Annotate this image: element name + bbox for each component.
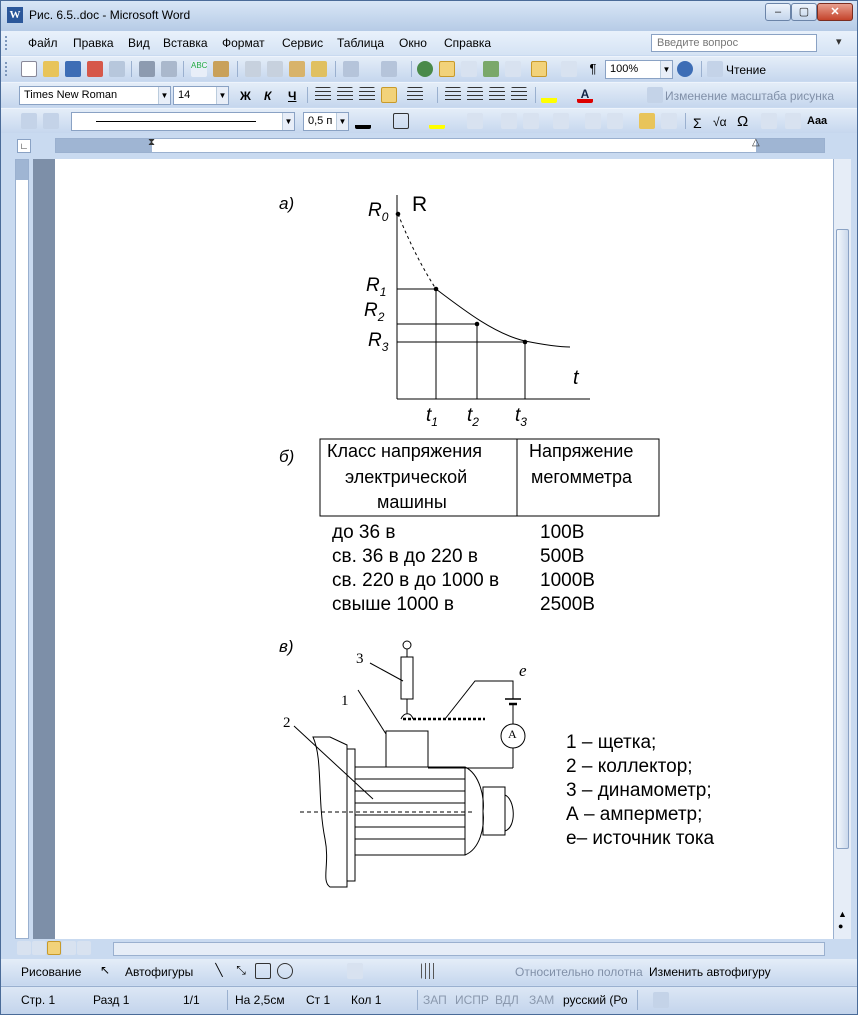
row-class-4: свыше 1000 в [332, 594, 454, 615]
indent-marker[interactable]: ⧗ [148, 137, 156, 148]
row-volt-1: 100В [540, 522, 585, 543]
merge-cells-icon[interactable] [501, 113, 517, 129]
web-view-icon[interactable] [32, 941, 46, 955]
email-icon[interactable] [109, 61, 125, 77]
fill-color-icon[interactable] [429, 113, 445, 129]
right-indent-marker[interactable]: △ [752, 137, 760, 148]
help-icon[interactable] [677, 61, 693, 77]
menu-view[interactable]: Вид [128, 36, 150, 50]
highlight-icon[interactable] [541, 87, 557, 103]
paste-icon[interactable] [289, 61, 305, 77]
legend-2: 2 – коллектор; [566, 756, 693, 777]
ammeter-label: A [508, 727, 517, 741]
status-line: Ст 1 [306, 993, 331, 1007]
line-style-preview [96, 121, 256, 122]
leader-2 [294, 726, 373, 799]
r0-text: $R_0$ [368, 200, 389, 224]
ruler-margin-left [56, 139, 152, 152]
outline-view-icon[interactable] [62, 941, 76, 955]
align-left-icon[interactable] [315, 87, 331, 103]
source-label: e [519, 661, 527, 680]
toolbar-grip[interactable] [5, 36, 9, 50]
motor-flange [347, 749, 355, 881]
line-width-select[interactable] [303, 112, 349, 131]
chevron-down-icon[interactable]: ▼ [336, 113, 348, 130]
bullets-icon[interactable] [467, 87, 483, 103]
insert-table-icon[interactable] [467, 113, 483, 129]
reading-icon[interactable] [707, 61, 723, 77]
resize-picture-icon[interactable] [647, 87, 663, 103]
table-header-col1-line1: Класс напряжения [327, 441, 483, 461]
dynamometer-ring [403, 641, 411, 649]
x-axis-label: t [573, 367, 579, 389]
format-painter-icon[interactable] [311, 61, 327, 77]
font-case-icon[interactable]: Aaa [807, 115, 828, 127]
autoshapes-button[interactable]: Автофигуры [125, 965, 194, 979]
drawing-toolbar [1, 959, 857, 985]
borders-icon[interactable] [393, 113, 409, 129]
status-trk[interactable]: ИСПР [455, 993, 489, 1007]
collector-body [355, 767, 465, 855]
status-at: На 2,5см [235, 993, 285, 1007]
bold-button[interactable]: Ж [240, 89, 251, 103]
row-volt-2: 500В [540, 546, 585, 567]
r3-label: $R_3$ [368, 330, 389, 354]
legend-1: 1 – щетка; [566, 732, 657, 753]
row-class-3: св. 220 в до 1000 в [332, 570, 500, 591]
chevron-down-icon[interactable]: ▼ [660, 61, 672, 78]
insert-table-icon[interactable] [461, 61, 477, 77]
permission-icon[interactable] [87, 61, 103, 77]
document-map-icon[interactable] [561, 61, 577, 77]
menu-tools[interactable]: Сервис [282, 36, 324, 50]
row-volt-4: 2500В [540, 594, 595, 615]
line-tool-icon[interactable]: ╲ [215, 963, 223, 977]
menu-bar [1, 31, 857, 55]
word-doc-icon[interactable]: W [7, 7, 23, 23]
distribute-cols-icon[interactable] [607, 113, 623, 129]
font-name-value: Times New Roman [24, 89, 118, 101]
document-page[interactable] [55, 159, 833, 939]
reading-view-icon[interactable] [77, 941, 91, 955]
separator [535, 87, 536, 103]
line-width-value: 0,5 п [308, 115, 333, 127]
status-col: Кол 1 [351, 993, 382, 1007]
collector-ribs [355, 779, 465, 839]
toolbar-grip[interactable] [5, 62, 9, 76]
separator [307, 87, 308, 103]
draw-menu-button[interactable]: Рисование [21, 965, 82, 979]
save-icon[interactable] [65, 61, 81, 77]
menu-edit[interactable]: Правка [73, 36, 114, 50]
line-spacing-icon[interactable] [407, 87, 423, 103]
columns-icon[interactable] [505, 61, 521, 77]
ruler-margin-right [756, 139, 824, 152]
r0-point [396, 212, 401, 217]
align-center-icon[interactable] [337, 87, 353, 103]
leader-1 [358, 690, 386, 734]
split-cells-icon[interactable] [523, 113, 539, 129]
source-wire [445, 681, 513, 719]
table-header-col1-line3: машины [377, 492, 447, 512]
italic-button[interactable]: К [264, 89, 272, 103]
text-direction-icon[interactable] [661, 113, 677, 129]
font-color-icon[interactable]: A [577, 87, 593, 103]
sort-icon[interactable] [785, 113, 801, 129]
select-objects-icon[interactable]: ↖ [99, 963, 111, 977]
vertical-ruler[interactable] [15, 159, 29, 939]
menu-help[interactable]: Справка [444, 36, 492, 50]
legend-4: А – амперметр; [566, 804, 703, 825]
t1-label: $t_1$ [426, 405, 438, 429]
zoom-value: 100% [610, 63, 639, 75]
r2-point [475, 322, 480, 327]
shaft-end [505, 795, 513, 831]
window-title: Рис. 6.5..doc - Microsoft Word [29, 8, 191, 22]
hook-curve [401, 714, 413, 719]
normal-view-icon[interactable] [17, 941, 31, 955]
scroll-thumb[interactable] [836, 229, 849, 849]
spelling-icon[interactable]: ABC [191, 61, 207, 77]
menu-format[interactable]: Формат [222, 36, 265, 50]
table-header-col2-line2: мегомметра [531, 467, 632, 487]
doc-close-icon[interactable]: ▾ [836, 36, 842, 48]
distribute-rows-icon[interactable] [585, 113, 601, 129]
status-page: Стр. 1 [21, 993, 56, 1007]
table-header-col1-line2: электрической [345, 467, 468, 487]
part-b-label: б) [279, 447, 295, 466]
line-toolbar [1, 108, 857, 133]
legend-3: 3 – динамометр; [566, 780, 712, 801]
autosum-icon[interactable]: Σ [693, 115, 702, 131]
status-separator [417, 990, 418, 1010]
new-doc-icon[interactable] [21, 61, 37, 77]
status-rec[interactable]: ЗАП [423, 993, 447, 1007]
row-class-2: св. 36 в до 220 в [332, 546, 478, 567]
redo-icon[interactable] [381, 61, 397, 77]
status-section: Разд 1 [93, 993, 130, 1007]
r2-label: $R_2$ [364, 300, 385, 324]
brush-block [386, 731, 428, 767]
increase-indent-icon[interactable] [511, 87, 527, 103]
canvas-icon[interactable] [347, 963, 363, 979]
t2-label: $t_2$ [467, 405, 479, 429]
t3-label: $t_3$ [515, 405, 527, 429]
equation-icon[interactable]: √α [713, 115, 727, 129]
prev-page-icon[interactable]: ▲ [838, 909, 847, 919]
hyperlink-icon[interactable] [417, 61, 433, 77]
view-buttons-row [1, 939, 857, 959]
part-a-label: а) [279, 194, 295, 213]
chevron-down-icon[interactable]: ▼ [158, 87, 170, 104]
document-area[interactable] [33, 159, 833, 939]
row-volt-3: 1000В [540, 570, 595, 591]
label-2: 2 [283, 715, 291, 731]
print-preview-icon[interactable] [161, 61, 177, 77]
undo-icon[interactable] [343, 61, 359, 77]
title-bar [1, 1, 857, 31]
separator [701, 61, 702, 77]
separator [335, 61, 336, 77]
legend-5: е– источник тока [566, 828, 715, 849]
close-button[interactable]: ✕ [817, 3, 853, 21]
zoom-select[interactable] [605, 60, 673, 79]
dynamometer-body [401, 657, 413, 699]
separator [183, 61, 184, 77]
status-language: русский (Ро [563, 993, 628, 1007]
spelling-status-icon[interactable] [653, 992, 669, 1008]
chevron-down-icon[interactable]: ▼ [282, 113, 294, 130]
status-bar [1, 986, 857, 1014]
menu-table[interactable]: Таблица [337, 36, 385, 50]
decay-curve [436, 289, 570, 347]
arrow-tool-icon[interactable]: ⤡ [236, 963, 246, 977]
vertical-scrollbar[interactable] [833, 159, 851, 939]
table-header-col2-line1: Напряжение [529, 441, 634, 461]
menu-window[interactable]: Окно [399, 36, 427, 50]
label-3: 3 [356, 651, 364, 667]
font-size-select[interactable] [173, 86, 229, 105]
underline-button[interactable]: Ч [288, 89, 297, 103]
print-layout-icon[interactable] [47, 941, 61, 955]
drawing-icon[interactable] [531, 61, 547, 77]
font-name-select[interactable] [19, 86, 171, 105]
standard-toolbar [1, 56, 857, 81]
menu-file[interactable]: Файл [28, 36, 58, 50]
status-ovr[interactable]: ЗАМ [529, 993, 555, 1007]
tab-selector-icon[interactable]: ∟ [17, 139, 31, 153]
print-icon[interactable] [139, 61, 155, 77]
autoformat-table-icon[interactable] [639, 113, 655, 129]
horizontal-scrollbar[interactable] [113, 942, 825, 956]
line-style-select[interactable] [71, 112, 295, 131]
label-1: 1 [341, 693, 349, 709]
reading-mode-button[interactable]: Чтение [726, 63, 767, 77]
numbering-icon[interactable] [445, 87, 461, 103]
chevron-down-icon[interactable]: ▼ [216, 87, 228, 104]
r1-label: $R_1$ [366, 275, 387, 299]
cut-icon[interactable] [245, 61, 261, 77]
r1-point [434, 287, 439, 292]
horizontal-ruler[interactable] [55, 138, 825, 153]
eraser-icon[interactable] [761, 113, 777, 129]
ruler-margin-top [16, 160, 28, 180]
select-browse-icon[interactable]: ● [838, 921, 844, 931]
format-object-icon[interactable] [43, 113, 59, 129]
copy-icon[interactable] [267, 61, 283, 77]
grid-icon[interactable] [421, 963, 437, 979]
line-color-icon[interactable] [355, 113, 371, 129]
separator [131, 61, 132, 77]
separator [237, 61, 238, 77]
symbol-icon[interactable]: Ω [737, 113, 749, 130]
resize-picture-button[interactable]: Изменение масштаба рисунка [665, 89, 835, 103]
y-axis-label: R [412, 193, 428, 216]
edit-picture-icon[interactable] [21, 113, 37, 129]
status-pages: 1/1 [183, 993, 200, 1007]
menu-insert[interactable]: Вставка [163, 36, 208, 50]
status-separator [637, 990, 638, 1010]
justify-icon[interactable] [381, 87, 397, 103]
change-autoshape-button[interactable]: Изменить автофигуру [649, 965, 771, 979]
align-right-icon[interactable] [359, 87, 375, 103]
tables-borders-icon[interactable] [439, 61, 455, 77]
insert-excel-icon[interactable] [483, 61, 499, 77]
ask-question-input[interactable]: Введите вопрос [651, 34, 817, 52]
formatting-toolbar [1, 82, 857, 107]
separator [411, 61, 412, 77]
decrease-indent-icon[interactable] [489, 87, 505, 103]
show-formatting-icon[interactable]: ¶ [589, 61, 597, 76]
research-icon[interactable] [213, 61, 229, 77]
part-c-label: в) [279, 637, 294, 656]
status-ext[interactable]: ВДЛ [495, 993, 519, 1007]
minimize-button[interactable]: – [765, 3, 791, 21]
align-cell-icon[interactable] [553, 113, 569, 129]
status-separator [227, 990, 228, 1010]
dashed-curve [398, 214, 436, 289]
relative-canvas-button[interactable]: Относительно полотна [515, 965, 643, 979]
open-icon[interactable] [43, 61, 59, 77]
separator [437, 87, 438, 103]
maximize-button[interactable]: ▢ [791, 3, 817, 21]
r3-point [523, 340, 528, 345]
row-class-1: до 36 в [332, 522, 396, 543]
leader-3 [370, 663, 403, 681]
collector-end [465, 767, 483, 855]
rectangle-tool-icon[interactable] [255, 963, 271, 979]
font-size-value: 14 [178, 89, 191, 101]
r0-label [368, 200, 388, 224]
ruler-row [1, 136, 857, 156]
separator [685, 113, 686, 129]
shaft-block [483, 787, 505, 835]
oval-tool-icon[interactable] [277, 963, 293, 979]
